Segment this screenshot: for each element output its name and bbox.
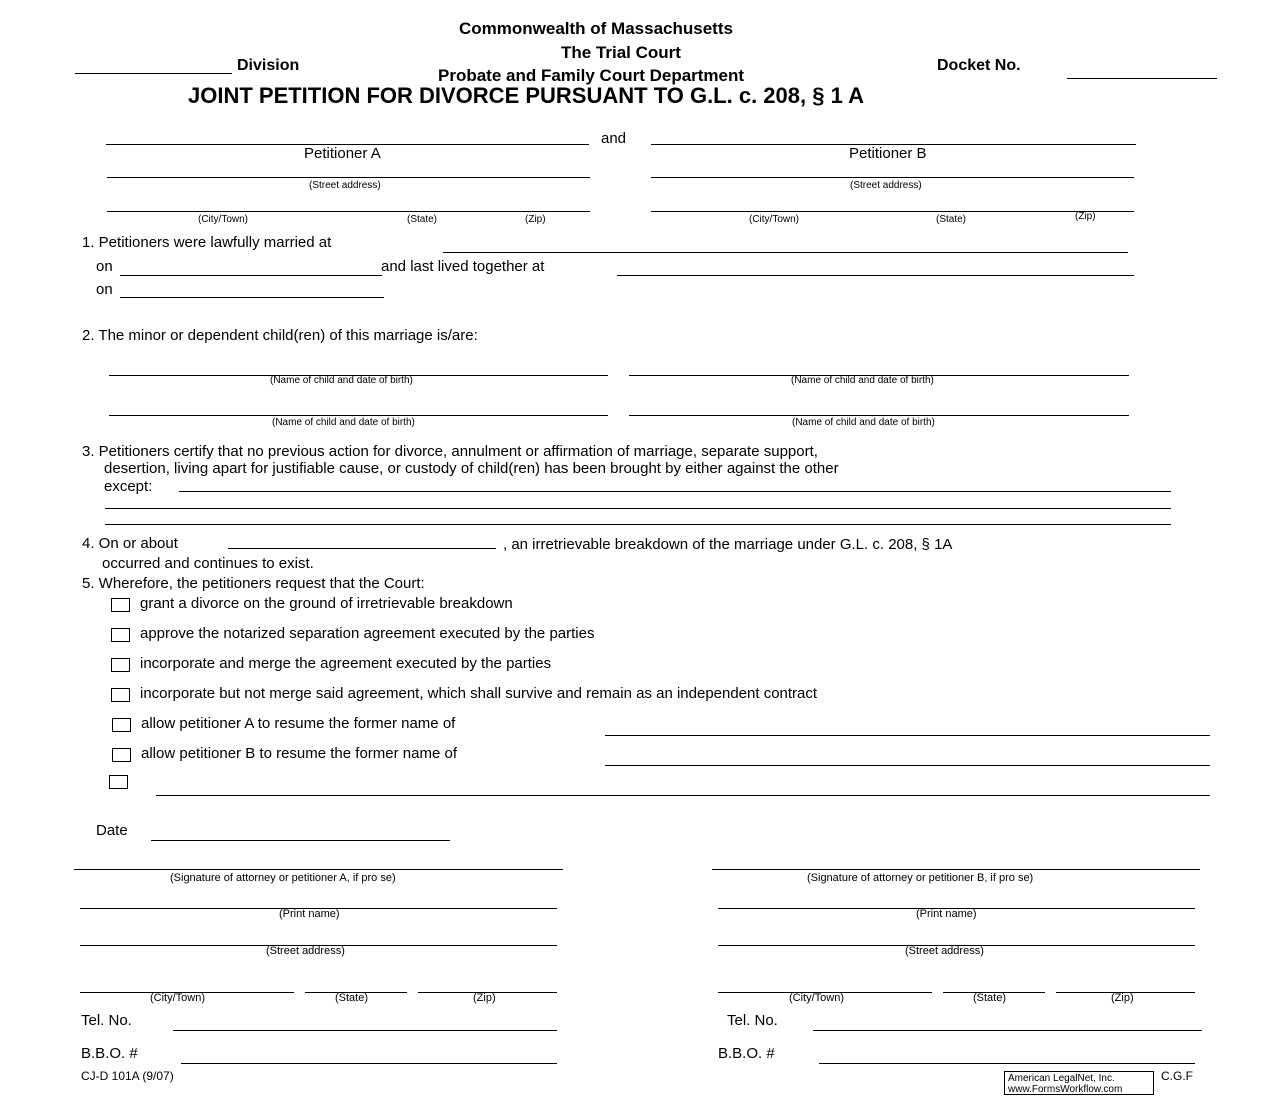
city-b-caption: (City/Town) bbox=[789, 992, 845, 1004]
married-date-line bbox=[120, 275, 382, 276]
zip-b-caption: (Zip) bbox=[1111, 992, 1134, 1004]
married-place-input[interactable] bbox=[444, 235, 1127, 251]
petitioner-b-street-caption: (Street address) bbox=[850, 180, 922, 191]
signature-b-line bbox=[712, 869, 1200, 870]
bbo-a-input[interactable] bbox=[182, 1046, 556, 1062]
child2-input[interactable] bbox=[630, 358, 1128, 374]
signature-a-input[interactable] bbox=[75, 852, 562, 868]
petitioner-b-state-caption: (State) bbox=[936, 214, 967, 225]
married-place-line bbox=[443, 252, 1128, 253]
item4-continues-text: occurred and continues to exist. bbox=[102, 555, 314, 572]
child4-input[interactable] bbox=[630, 398, 1128, 414]
request-not-merge-agreement-checkbox[interactable] bbox=[111, 688, 130, 702]
petitioner-b-name-input[interactable] bbox=[652, 127, 1135, 143]
item4-breakdown-text: , an irretrievable breakdown of the marriage under G.L. c. 208, § 1A bbox=[503, 536, 953, 553]
bbo-b-line bbox=[819, 1063, 1195, 1064]
tel-a-line bbox=[173, 1030, 557, 1031]
page-title: JOINT PETITION FOR DIVORCE PURSUANT TO G.L. c. 208, § 1 A bbox=[188, 83, 865, 108]
item1-married-label: 1. Petitioners were lawfully married at bbox=[82, 234, 332, 251]
request-divorce-checkbox[interactable] bbox=[111, 598, 130, 612]
signature-a-line bbox=[74, 869, 563, 870]
request-other-line bbox=[156, 795, 1210, 796]
child1-input[interactable] bbox=[110, 358, 607, 374]
docket-line bbox=[1067, 78, 1217, 79]
petitioner-b-zip-caption: (Zip) bbox=[1075, 211, 1096, 222]
request-approve-agreement-label: approve the notarized separation agreement executed by the parties bbox=[140, 625, 595, 642]
docket-input[interactable] bbox=[1068, 61, 1216, 77]
print-name-a-input[interactable] bbox=[81, 891, 556, 907]
state-b-caption: (State) bbox=[973, 992, 1007, 1004]
last-lived-label: and last lived together at bbox=[381, 258, 545, 275]
cgf-code: C.G.F bbox=[1161, 1069, 1193, 1083]
child3-input[interactable] bbox=[110, 398, 607, 414]
child1-caption: (Name of child and date of birth) bbox=[270, 375, 413, 386]
item5-request-label: 5. Wherefore, the petitioners request that the Court: bbox=[82, 575, 425, 592]
print-name-a-caption: (Print name) bbox=[279, 908, 340, 920]
item3-line1: 3. Petitioners certify that no previous action for divorce, annulment or affirmation of marriage, separate support, bbox=[82, 443, 818, 460]
and-label: and bbox=[601, 130, 627, 147]
petitioner-a-city-caption: (City/Town) bbox=[198, 214, 249, 225]
child2-caption: (Name of child and date of birth) bbox=[791, 375, 934, 386]
zip-b-input[interactable] bbox=[1057, 975, 1194, 991]
street-a-caption: (Street address) bbox=[266, 945, 345, 957]
married-date-input[interactable] bbox=[121, 258, 381, 274]
state-a-caption: (State) bbox=[335, 992, 369, 1004]
petitioner-b-street-input[interactable] bbox=[652, 160, 1133, 176]
child3-caption: (Name of child and date of birth) bbox=[272, 417, 415, 428]
city-a-input[interactable] bbox=[81, 975, 293, 991]
signature-b-caption: (Signature of attorney or petitioner B, if pro se) bbox=[807, 872, 1034, 884]
publisher-url[interactable]: www.FormsWorkflow.com bbox=[1008, 1084, 1123, 1095]
bbo-b-label: B.B.O. # bbox=[718, 1045, 775, 1062]
request-name-a-label: allow petitioner A to resume the former name of bbox=[141, 715, 456, 732]
tel-b-input[interactable] bbox=[814, 1013, 1201, 1029]
request-other-input[interactable] bbox=[157, 778, 1209, 794]
child4-caption: (Name of child and date of birth) bbox=[792, 417, 935, 428]
petitioner-a-street-caption: (Street address) bbox=[309, 180, 381, 191]
city-a-caption: (City/Town) bbox=[150, 992, 206, 1004]
header-department: Probate and Family Court Department bbox=[438, 66, 745, 85]
request-name-a-checkbox[interactable] bbox=[112, 718, 131, 732]
city-b-input[interactable] bbox=[719, 975, 931, 991]
date-input[interactable] bbox=[152, 823, 449, 839]
item3-line2: desertion, living apart for justifiable cause, or custody of child(ren) has been brought by either against the other bbox=[104, 460, 839, 477]
request-name-b-checkbox[interactable] bbox=[112, 748, 131, 762]
request-name-b-label: allow petitioner B to resume the former name of bbox=[141, 745, 457, 762]
breakdown-date-input[interactable] bbox=[229, 531, 495, 547]
except-line-3 bbox=[105, 524, 1171, 525]
state-a-input[interactable] bbox=[306, 975, 406, 991]
tel-a-label: Tel. No. bbox=[81, 1012, 132, 1029]
division-label: Division bbox=[237, 57, 300, 74]
signature-b-input[interactable] bbox=[713, 852, 1199, 868]
print-name-b-caption: (Print name) bbox=[916, 908, 977, 920]
last-lived-date-line bbox=[120, 297, 384, 298]
request-not-merge-agreement-label: incorporate but not merge said agreement, which shall survive and remain as an independent contract bbox=[140, 685, 818, 702]
former-name-b-line bbox=[605, 765, 1210, 766]
petitioner-a-city-line bbox=[107, 211, 590, 212]
petitioner-b-city-input[interactable] bbox=[652, 194, 1133, 210]
child3-line bbox=[109, 415, 608, 416]
last-lived-on-label: on bbox=[96, 281, 113, 298]
tel-a-input[interactable] bbox=[174, 1013, 556, 1029]
former-name-a-line bbox=[605, 735, 1210, 736]
petitioner-a-city-input[interactable] bbox=[108, 194, 589, 210]
date-line bbox=[151, 840, 450, 841]
zip-a-input[interactable] bbox=[419, 975, 556, 991]
tel-b-label: Tel. No. bbox=[727, 1012, 778, 1029]
docket-label: Docket No. bbox=[937, 57, 1021, 74]
petitioner-b-label: Petitioner B bbox=[849, 145, 927, 162]
petitioner-b-city-caption: (City/Town) bbox=[749, 214, 800, 225]
signature-a-caption: (Signature of attorney or petitioner A, if pro se) bbox=[170, 872, 396, 884]
state-b-input[interactable] bbox=[944, 975, 1044, 991]
request-approve-agreement-checkbox[interactable] bbox=[111, 628, 130, 642]
last-lived-place-line bbox=[617, 275, 1134, 276]
zip-a-caption: (Zip) bbox=[473, 992, 496, 1004]
petitioner-a-street-input[interactable] bbox=[108, 160, 589, 176]
petitioner-a-state-caption: (State) bbox=[407, 214, 438, 225]
date-label: Date bbox=[96, 822, 128, 839]
division-input[interactable] bbox=[76, 56, 231, 72]
tel-b-line bbox=[813, 1030, 1202, 1031]
form-code: CJ-D 101A (9/07) bbox=[81, 1069, 174, 1083]
former-name-b-input[interactable] bbox=[606, 748, 1209, 764]
petitioner-a-zip-caption: (Zip) bbox=[525, 214, 546, 225]
except-input-3[interactable] bbox=[106, 508, 1170, 524]
last-lived-place-input[interactable] bbox=[618, 258, 1133, 274]
petitioner-b-street-line bbox=[651, 177, 1134, 178]
petitioner-a-label: Petitioner A bbox=[304, 145, 381, 162]
header-trial-court: The Trial Court bbox=[561, 43, 681, 62]
petitioner-b-city-line bbox=[651, 211, 1134, 212]
street-a-input[interactable] bbox=[81, 928, 556, 944]
request-merge-agreement-label: incorporate and merge the agreement executed by the parties bbox=[140, 655, 552, 672]
petitioner-a-street-line bbox=[107, 177, 590, 178]
item4-on-about-label: 4. On or about bbox=[82, 535, 178, 552]
street-b-caption: (Street address) bbox=[905, 945, 984, 957]
request-other-checkbox[interactable] bbox=[109, 775, 128, 789]
division-line bbox=[75, 73, 232, 74]
item3-except-label: except: bbox=[104, 478, 153, 495]
street-b-input[interactable] bbox=[719, 928, 1194, 944]
publisher-box bbox=[1004, 1071, 1154, 1095]
last-lived-date-input[interactable] bbox=[121, 280, 383, 296]
request-divorce-label: grant a divorce on the ground of irretrievable breakdown bbox=[140, 595, 513, 612]
except-input-1[interactable] bbox=[180, 474, 1170, 490]
header-commonwealth: Commonwealth of Massachusetts bbox=[459, 19, 733, 38]
print-name-b-input[interactable] bbox=[719, 891, 1194, 907]
except-input-2[interactable] bbox=[106, 492, 1170, 508]
breakdown-date-line bbox=[228, 548, 496, 549]
item2-children-label: 2. The minor or dependent child(ren) of this marriage is/are: bbox=[82, 327, 478, 344]
child4-line bbox=[629, 415, 1129, 416]
publisher-name: American LegalNet, Inc. bbox=[1008, 1073, 1115, 1084]
bbo-a-line bbox=[181, 1063, 557, 1064]
bbo-a-label: B.B.O. # bbox=[81, 1045, 138, 1062]
bbo-b-input[interactable] bbox=[820, 1046, 1194, 1062]
petitioner-a-name-input[interactable] bbox=[107, 127, 588, 143]
former-name-a-input[interactable] bbox=[606, 718, 1209, 734]
request-merge-agreement-checkbox[interactable] bbox=[111, 658, 130, 672]
married-on-label: on bbox=[96, 258, 113, 275]
